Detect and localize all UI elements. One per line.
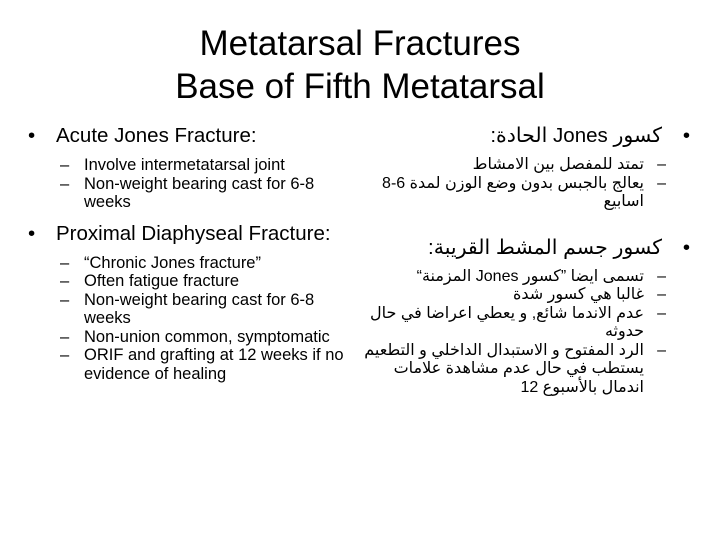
dash-icon: –	[60, 327, 70, 346]
list-item	[352, 342, 692, 398]
english-section-acute-heading	[26, 124, 356, 148]
slide-title	[0, 22, 720, 108]
dash-icon: –	[60, 272, 70, 290]
english-section-proximal-heading	[26, 222, 356, 246]
title-line-2: Base of Fifth Metatarsal	[175, 67, 545, 106]
list-item-text: تمتد للمفصل بين الامشاط	[472, 156, 644, 173]
list-item-text: يعالج بالجبس بدون وضع الوزن لمدة 6-8 اسابيع	[382, 174, 644, 210]
list-item	[352, 175, 692, 212]
dash-icon: –	[60, 156, 70, 174]
dash-icon: –	[657, 286, 666, 303]
dash-icon: –	[657, 267, 666, 285]
list-item	[352, 156, 692, 175]
dash-icon: –	[657, 156, 666, 173]
dash-icon: –	[657, 174, 666, 192]
english-column	[26, 124, 356, 393]
english-section-proximal-list	[26, 254, 356, 384]
bullet-icon: •	[28, 221, 36, 245]
list-item-text: Often fatigue fracture	[84, 272, 240, 290]
title-line-1: Metatarsal Fractures	[199, 24, 521, 63]
dash-icon: –	[60, 174, 70, 193]
list-item-text: Non-union common, symptomatic	[84, 327, 330, 346]
list-item-text: تسمى ايضا ”كسور Jones المزمنة“	[416, 267, 644, 285]
list-item	[352, 305, 692, 342]
dash-icon: –	[60, 346, 70, 364]
heading-text: Proximal Diaphyseal Fracture:	[56, 221, 331, 245]
dash-icon: –	[60, 253, 70, 272]
list-item-text: Involve intermetatarsal joint	[84, 156, 285, 174]
bullet-icon: •	[28, 124, 36, 147]
english-section-acute-list	[26, 156, 356, 212]
arabic-section-proximal-heading	[352, 236, 692, 260]
list-item	[352, 268, 692, 287]
heading-text: Acute Jones Fracture:	[56, 124, 257, 147]
list-item-text: Non-weight bearing cast for 6-8 weeks	[84, 174, 315, 211]
list-item-text: الرد المفتوح و الاستبدال الداخلي و التطعيم يستطب في حال عدم مشاهدة علامات اندمال بالأسبوع 12	[364, 341, 644, 396]
list-item-text: Non-weight bearing cast for 6-8 weeks	[84, 290, 315, 327]
dash-icon: –	[657, 341, 666, 359]
list-item-text: “Chronic Jones fracture”	[84, 253, 261, 272]
list-item	[26, 254, 356, 273]
list-item	[26, 346, 356, 383]
arabic-section-acute-list	[352, 156, 692, 212]
heading-text: كسور جسم المشط القريبة:	[428, 235, 662, 259]
list-item-text: ORIF and grafting at 12 weeks if no evidence of healing	[84, 346, 344, 383]
arabic-column	[352, 124, 692, 407]
list-item	[26, 175, 356, 212]
list-item	[26, 272, 356, 291]
arabic-section-acute-heading	[352, 124, 692, 148]
bullet-icon: •	[682, 235, 690, 259]
list-item	[26, 291, 356, 328]
list-item-text: غالبا هي كسور شدة	[513, 286, 644, 303]
bullet-icon: •	[682, 124, 690, 147]
list-item	[26, 156, 356, 175]
dash-icon: –	[657, 304, 666, 322]
list-item-text: عدم الاندما شائع, و يعطي اعراضا في حال حدوثه	[370, 304, 644, 340]
heading-text: كسور Jones الحادة:	[490, 124, 662, 147]
list-item	[352, 286, 692, 305]
dash-icon: –	[60, 290, 70, 309]
arabic-section-proximal-list	[352, 268, 692, 398]
list-item	[26, 328, 356, 347]
